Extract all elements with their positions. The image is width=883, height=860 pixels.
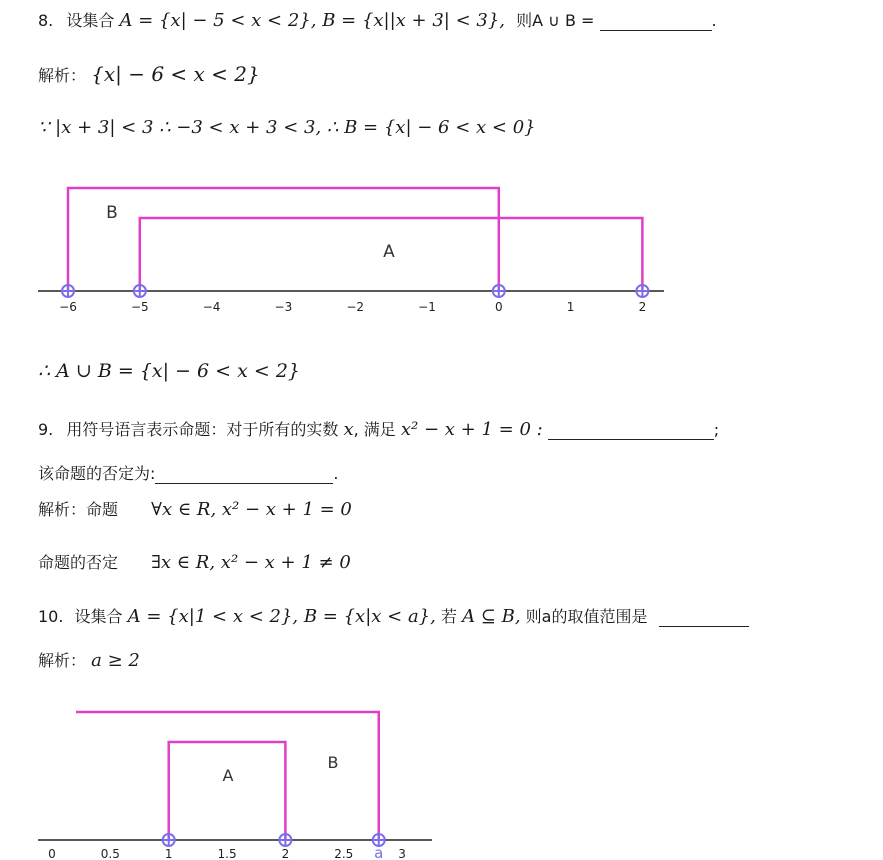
a9-neg-label: 命题的否定 [38,553,119,572]
a8-step-math: ∵ |x + 3| < 3 ∴ −3 < x + 3 < 3, ∴ B = {x| − 6 < x < 0} [38,117,536,138]
q8-end: . [711,11,717,30]
tick-label: 2.5 [334,847,354,860]
q9-end: ; [713,420,720,439]
tick-label: −2 [346,300,365,314]
q9-mid: , 满足 [353,420,396,439]
tick-label: −3 [274,300,293,314]
set-a-label: A [222,766,234,785]
q8-prompt: 设集合 [66,11,115,30]
set-b-label: B [327,753,339,772]
q10-math: A = {x|1 < x < 2}, B = {x|x < a}, [127,606,436,627]
q9-number: 9. [38,420,54,439]
q8-number: 8. [38,11,54,30]
tick-label: 2 [281,847,290,860]
tick-label: 1.5 [217,847,237,860]
tick-label: −5 [130,300,149,314]
a8-math: {x| − 6 < x < 2} [91,62,260,86]
a9-neg-math: ∃x ∈ R, x² − x + 1 ≠ 0 [151,552,351,573]
tick-label: 1 [164,847,173,860]
tick-label-a: a [374,844,384,860]
q9-neg-end: . [333,464,339,483]
tick-label: 0 [494,300,503,314]
q10-tail: 则a的取值范围是 [525,607,648,626]
tick-label: 1 [566,300,575,314]
a8-label: 解析： [38,66,87,85]
q8-math: A = {x| − 5 < x < 2}, B = {x||x + 3| < 3}, [119,10,506,31]
tick-label: 0 [48,847,56,860]
a8-conclusion-math: ∴ A ∪ B = {x| − 6 < x < 2} [38,360,300,382]
a10-label: 解析： [38,651,87,670]
tick-label: −4 [202,300,221,314]
q10-if: 若 [440,607,457,626]
q10-prompt: 设集合 [74,607,123,626]
a10-math: a ≥ 2 [91,650,140,671]
a9-math: ∀x ∈ R, x² − x + 1 = 0 [151,499,352,520]
q9-math: x² − x + 1 = 0 : [400,419,543,440]
a9-label: 解析：命题 [38,500,119,519]
set-a-bracket [169,742,286,840]
q9-neg-prompt: 该命题的否定为: [38,464,156,483]
tick-label: 2 [638,300,647,314]
q10-number: 10. [38,607,64,626]
q9-prompt: 用符号语言表示命题：对于所有的实数 [66,420,339,439]
tick-label: −1 [418,300,436,314]
set-b-label: B [106,203,118,223]
q8-tail: 则A ∪ B = [516,11,595,30]
q9-var: x [343,419,354,440]
q10-cond: A ⊆ B, [462,606,521,627]
tick-label: −6 [59,300,77,314]
tick-label: 3 [398,847,406,860]
tick-label: 0.5 [100,847,120,860]
set-a-label: A [383,242,395,262]
